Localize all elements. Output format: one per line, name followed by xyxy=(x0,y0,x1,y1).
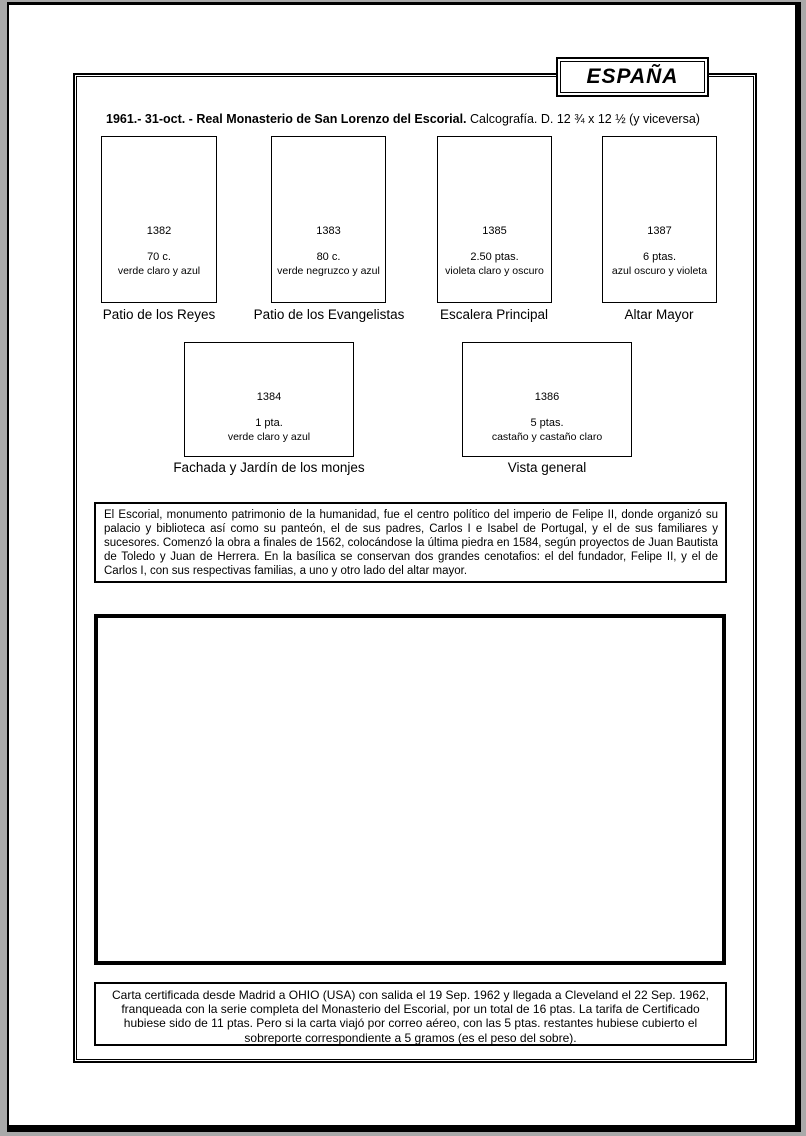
stamp-value: 80 c. xyxy=(316,251,341,263)
stamp-box-1384 xyxy=(184,342,354,457)
stamp-box-1382 xyxy=(101,136,217,303)
stamp-number: 1382 xyxy=(146,225,172,237)
stamp-box-1385 xyxy=(437,136,552,303)
stamp-info xyxy=(438,224,551,278)
stamp-caption-escalera-principal: Escalera Principal xyxy=(439,307,549,322)
cover-note-box xyxy=(94,982,727,1046)
stamp-box-1383 xyxy=(271,136,386,303)
stamp-caption-patio-evangelistas: Patio de los Evangelistas xyxy=(253,307,405,322)
stamp-number: 1385 xyxy=(482,225,507,237)
stamp-value: 2.50 ptas. xyxy=(470,251,519,263)
stamp-box-1386 xyxy=(462,342,632,457)
stamp-colors: verde claro y azul xyxy=(227,431,311,443)
stamp-info xyxy=(102,224,216,278)
stamp-value: 70 c. xyxy=(147,251,171,263)
stamp-caption-altar-mayor: Altar Mayor xyxy=(624,307,694,322)
stamp-colors: verde claro y azul xyxy=(117,265,201,277)
stamp-caption-fachada-jardin: Fachada y Jardín de los monjes xyxy=(173,460,365,475)
stamp-info xyxy=(272,224,385,278)
stamp-box-1387 xyxy=(602,136,717,303)
album-page-paper xyxy=(7,2,801,1132)
stamp-number: 1384 xyxy=(256,391,282,403)
issue-header-title: 1961.- 31-oct. - Real Monasterio de San Lorenzo del Escorial. xyxy=(106,112,467,126)
stamp-caption-patio-reyes: Patio de los Reyes xyxy=(102,307,216,322)
description-box xyxy=(94,502,727,583)
stamp-colors: azul oscuro y violeta xyxy=(611,265,708,277)
stamp-info xyxy=(463,390,631,444)
cover-note-text: Carta certificada desde Madrid a OHIO (USA) con salida el 19 Sep. 1962 y llegada a Cleveland el 22 Sep. 1962, franqueada con la serie completa del Monasterio del Escorial, por un total de 16 ptas. La tarifa de Certificado hubiese sido de 11 ptas. Pero si la carta viajó por correo aéreo, con las 5 ptas. restantes hubiese cubierto el sobreporte correspondiente a 5 gramos (es el peso del sobre). xyxy=(111,988,709,1045)
stamp-number: 1386 xyxy=(534,391,560,403)
description-text: El Escorial, monumento patrimonio de la humanidad, fue el centro político del imperio de Felipe II, donde organizó su palacio y biblioteca así como su panteón, el de sus padres, Carlos I e Isabel de Portugal, y el de sus familiares y sucesores. Comenzó la obra a finales de 1562, colocándose la última piedra en 1584, según proyectos de Juan Bautista de Toledo y Juan de Herrera. En la basílica se conservan dos grandes cenotafios: el del fundador, Felipe II, y el de Carlos I, con sus respectivas familias, a uno y otro lado del altar mayor. xyxy=(104,509,718,577)
issue-header-details: Calcografía. D. 12 ¾ x 12 ½ (y viceversa) xyxy=(466,112,700,126)
stamp-value: 1 pta. xyxy=(255,417,283,429)
stamp-caption-vista-general: Vista general xyxy=(507,460,587,475)
country-label: ESPAÑA xyxy=(586,65,679,88)
stamp-colors: verde negruzco y azul xyxy=(277,265,380,277)
cover-placeholder-box xyxy=(94,614,726,965)
stamp-number: 1387 xyxy=(647,225,672,237)
country-title-box-inner xyxy=(560,61,705,93)
stamp-info xyxy=(185,390,353,444)
stamp-colors: violeta claro y oscuro xyxy=(445,265,544,277)
country-title-box xyxy=(556,57,709,97)
stamp-value: 6 ptas. xyxy=(642,251,677,263)
stamp-number: 1383 xyxy=(316,225,341,237)
stamp-colors: castaño y castaño claro xyxy=(491,431,603,443)
issue-header xyxy=(106,112,726,126)
stamp-value: 5 ptas. xyxy=(530,417,564,429)
stamp-info xyxy=(603,224,716,278)
